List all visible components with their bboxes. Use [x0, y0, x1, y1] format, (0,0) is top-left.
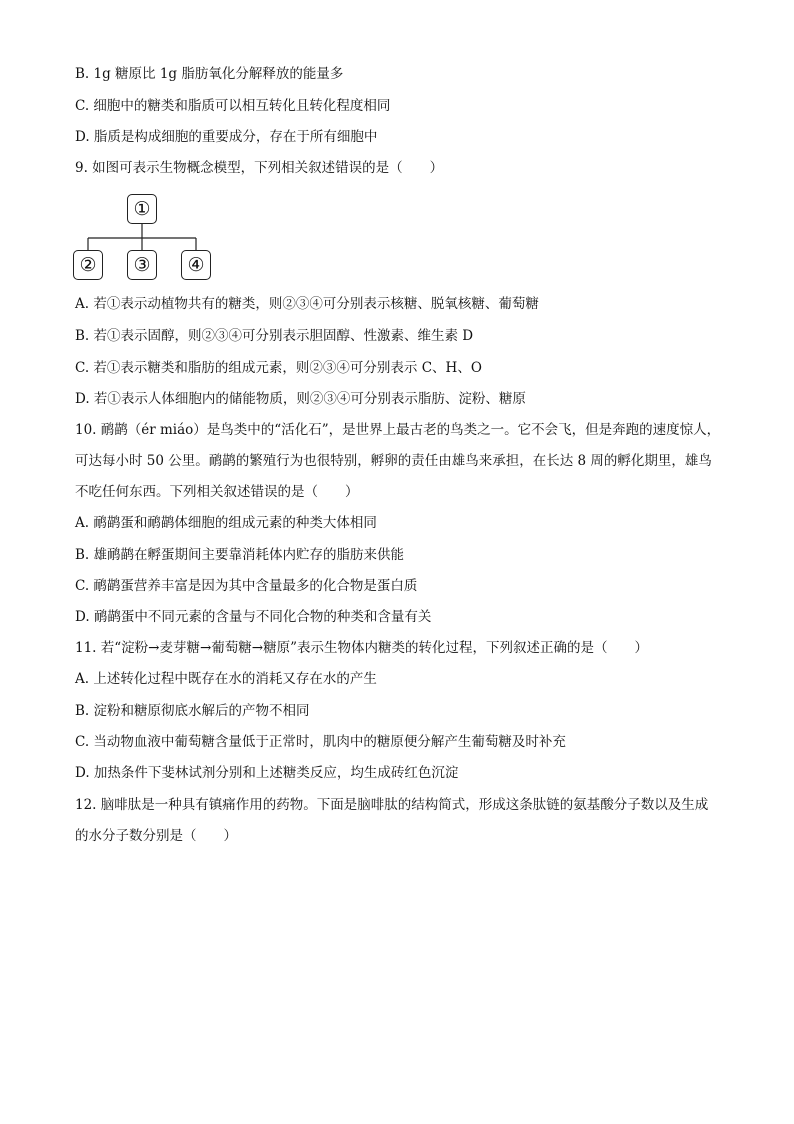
q9-option-c: C. 若①表示糖类和脂肪的组成元素，则②③④可分别表示 C、H、O — [75, 360, 482, 376]
q10-option-c: C. 鸸鹋蛋营养丰富是因为其中含量最多的化合物是蛋白质 — [75, 578, 418, 594]
q10-option-b: B. 雄鸸鹋在孵蛋期间主要靠消耗体内贮存的脂肪来供能 — [75, 547, 405, 563]
diagram-node-middle: ③ — [127, 250, 157, 280]
diagram-node-right: ④ — [181, 250, 211, 280]
q10-stem-line3: 不吃任何东西。下列相关叙述错误的是（ ） — [75, 484, 359, 500]
q8-option-b: B. 1g 糖原比 1g 脂肪氧化分解释放的能量多 — [75, 66, 344, 82]
q11-option-a: A. 上述转化过程中既存在水的消耗又存在水的产生 — [75, 671, 377, 687]
q9-stem: 9. 如图可表示生物概念模型，下列相关叙述错误的是（ ） — [75, 160, 444, 176]
q11-option-c: C. 当动物血液中葡萄糖含量低于正常时，肌肉中的糖原便分解产生葡萄糖及时补充 — [75, 734, 566, 750]
q11-option-d: D. 加热条件下斐林试剂分别和上述糖类反应，均生成砖红色沉淀 — [75, 765, 459, 781]
q10-option-d: D. 鸸鹋蛋中不同元素的含量与不同化合物的种类和含量有关 — [75, 609, 432, 625]
q10-option-a: A. 鸸鹋蛋和鸸鹋体细胞的组成元素的种类大体相同 — [75, 515, 377, 531]
q12-stem-line1: 12. 脑啡肽是一种具有镇痛作用的药物。下面是脑啡肽的结构简式，形成这条肽链的氨基酸分子数以及生成 — [75, 797, 709, 813]
concept-model-diagram — [70, 190, 220, 282]
q8-option-d: D. 脂质是构成细胞的重要成分，存在于所有细胞中 — [75, 129, 378, 145]
q9-option-a: A. 若①表示动植物共有的糖类，则②③④可分别表示核糖、脱氧核糖、葡萄糖 — [75, 296, 539, 312]
q8-option-c: C. 细胞中的糖类和脂质可以相互转化且转化程度相同 — [75, 98, 391, 114]
q9-option-b: B. 若①表示固醇，则②③④可分别表示胆固醇、性激素、维生素 D — [75, 328, 474, 344]
q11-stem: 11. 若“淀粉→麦芽糖→葡萄糖→糖原”表示生物体内糖类的转化过程，下列叙述正确的是（ ） — [75, 640, 648, 656]
diagram-node-left: ② — [73, 250, 103, 280]
q11-option-b: B. 淀粉和糖原彻底水解后的产物不相同 — [75, 703, 310, 719]
diagram-node-top: ① — [127, 194, 157, 224]
q9-option-d: D. 若①表示人体细胞内的储能物质，则②③④可分别表示脂肪、淀粉、糖原 — [75, 391, 526, 407]
q10-stem-line1: 10. 鸸鹋（ér miáo）是鸟类中的“活化石”，是世界上最古老的鸟类之一。它不会飞，但是奔跑的速度惊人， — [75, 422, 721, 438]
q12-stem-line2: 的水分子数分别是（ ） — [75, 828, 237, 844]
q10-stem-line2: 可达每小时 50 公里。鸸鹋的繁殖行为也很特别，孵卵的责任由雄鸟来承担，在长达 8 周的孵化期里，雄鸟 — [75, 453, 712, 469]
